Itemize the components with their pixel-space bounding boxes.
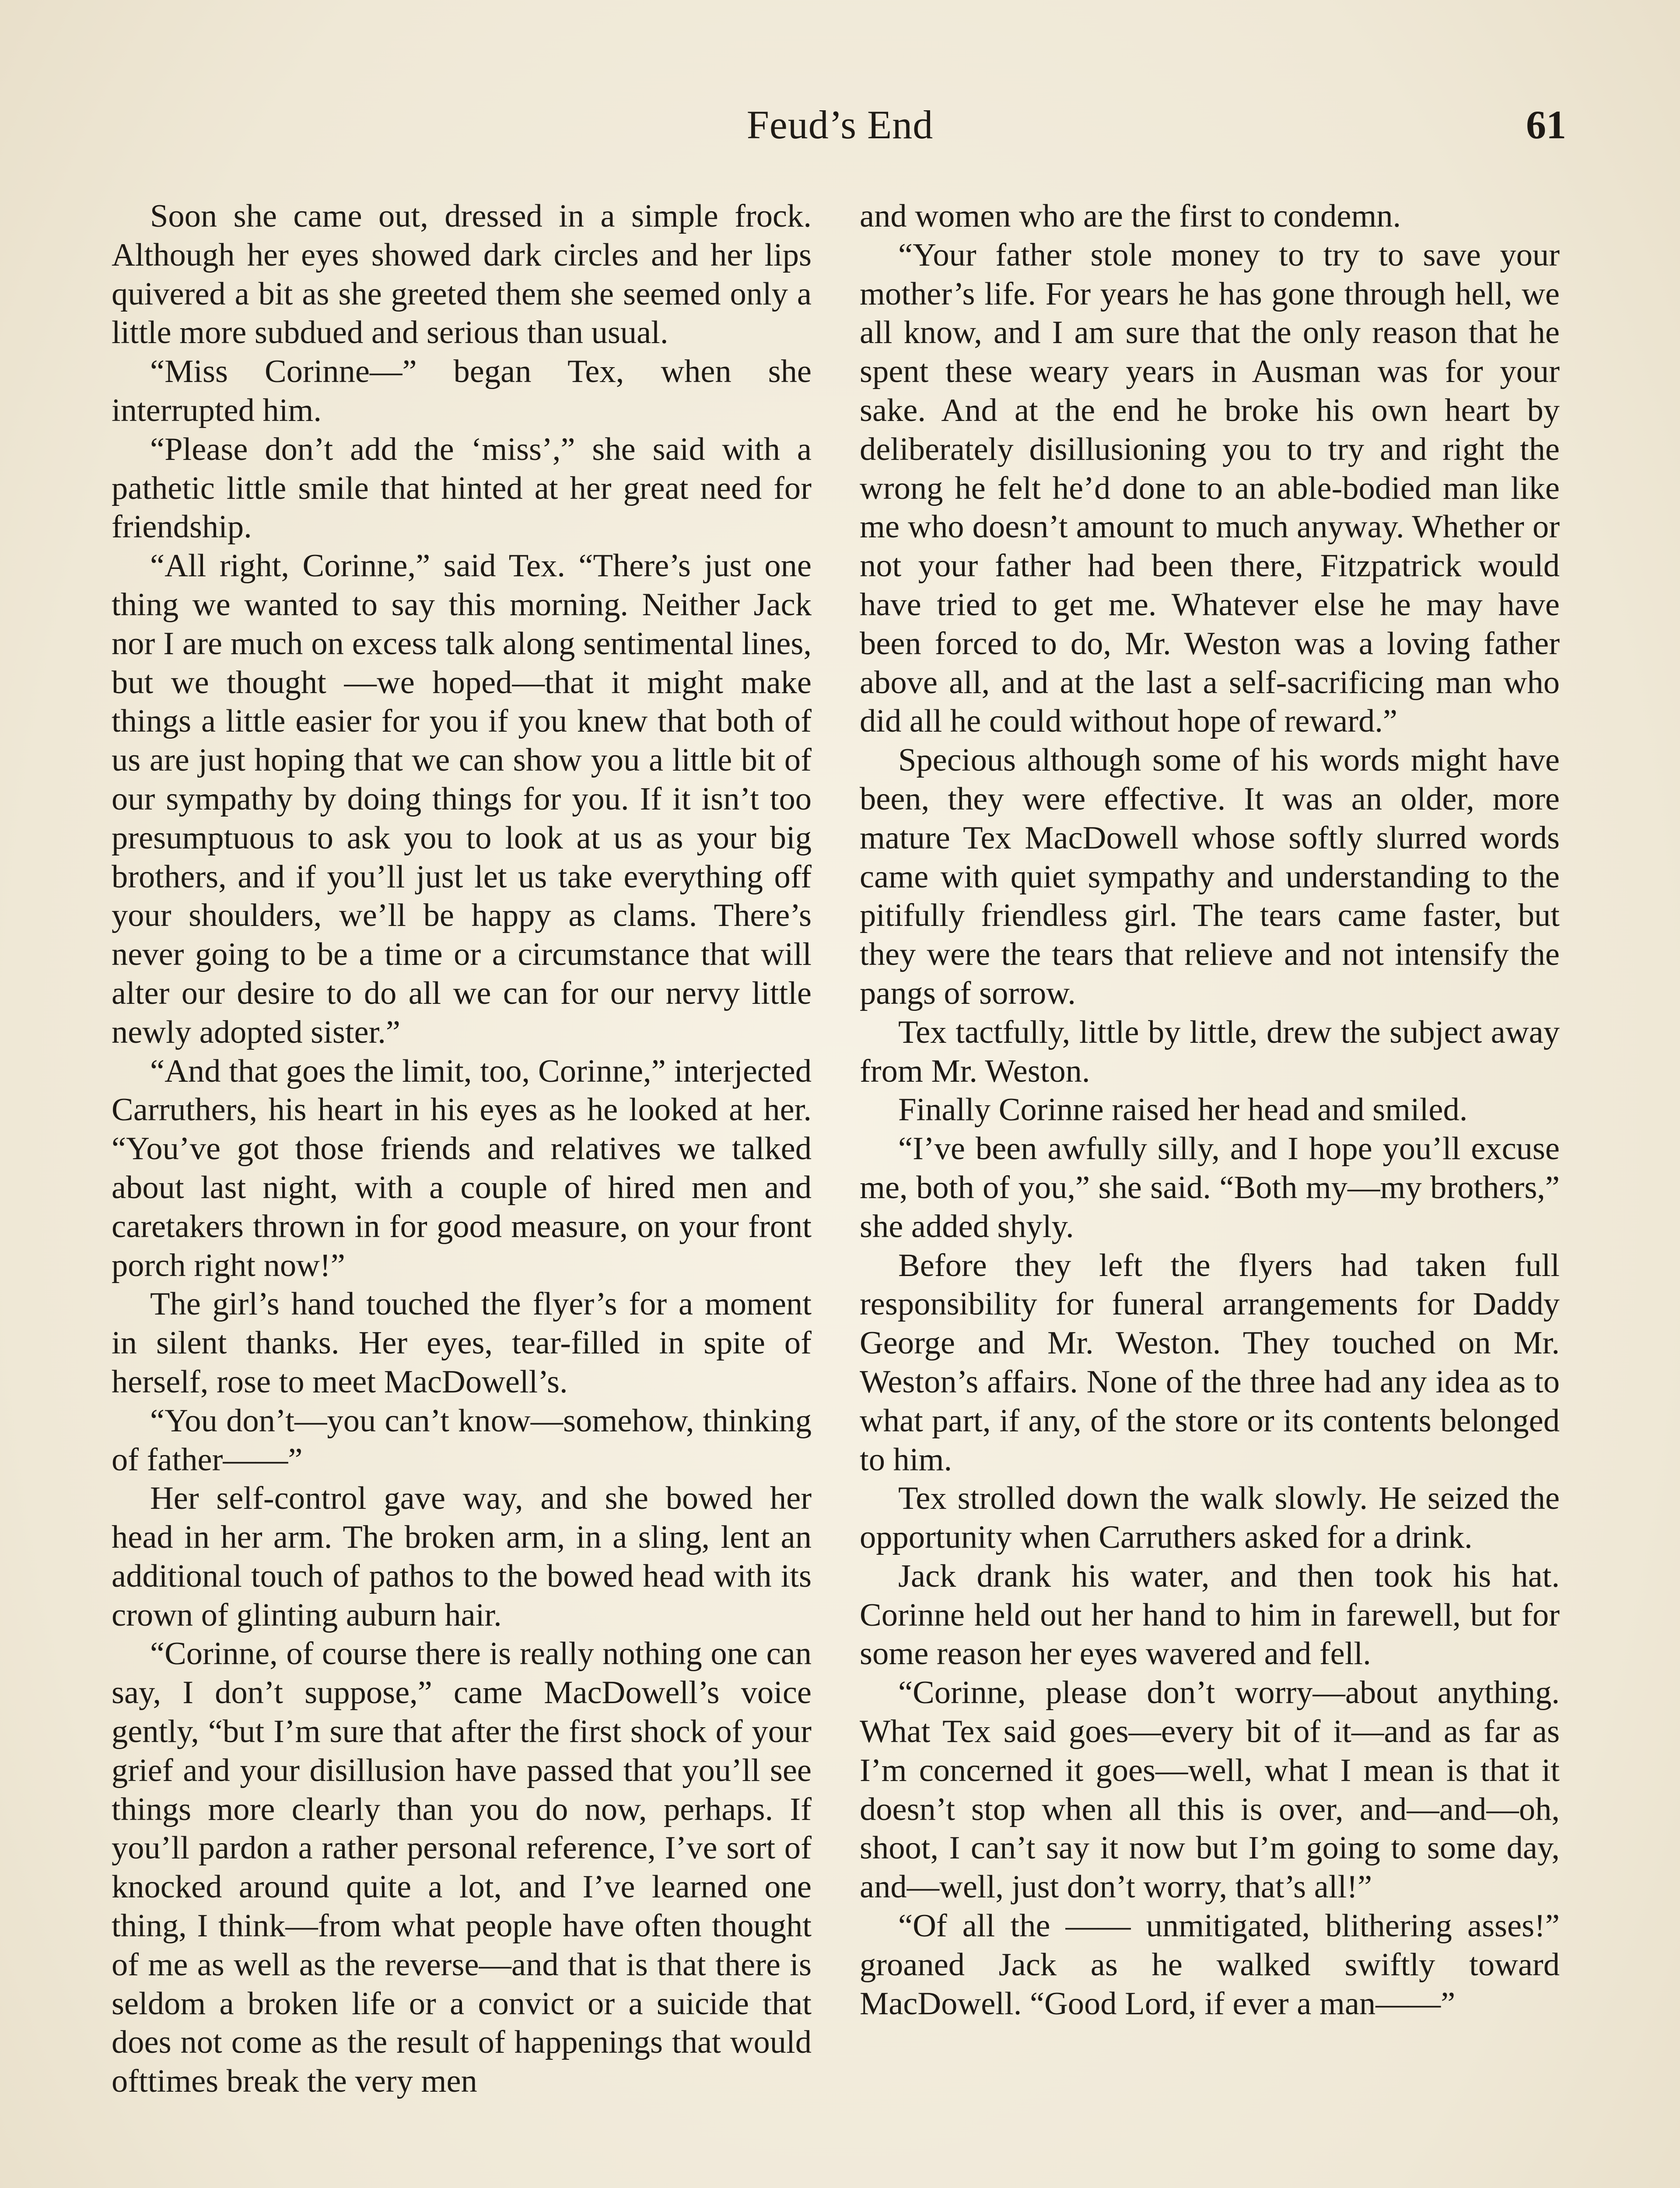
paragraph: Jack drank his water, and then took his hat. Corinne held out her hand to him in farewell, but for some reason her eyes wavered and fell.: [860, 1558, 1560, 1672]
running-title: Feud’s End: [746, 102, 934, 147]
paragraph: Before they left the flyers had taken full responsibility for funeral arrangements for Daddy George and Mr. Weston. They touched on Mr. Weston’s affairs. None of the three had any idea as to what part, if any, of the store or its contents belonged to him.: [860, 1247, 1560, 1478]
paragraph: “Corinne, please don’t worry—about anything. What Tex said goes—every bit of it—and as far as I’m concerned it goes—well, what I mean is that it doesn’t stop when all this is over, and—and—oh, shoot, I can’t say it now but I’m going to some day, and—well, just don’t worry, that’s all!”: [860, 1675, 1560, 1905]
right-column: [860, 197, 1560, 2023]
paragraph: Specious although some of his words might have been, they were effective. It was an older, more mature Tex MacDowell whose softly slurred words came with quiet sympathy and understanding to the pitifully friendless girl. The tears came faster, but they were the tears that relieve and not intensify the pangs of sorrow.: [860, 742, 1560, 1011]
running-head: [0, 98, 1680, 151]
paragraph: “Of all the —— unmitigated, blithering asses!” groaned Jack as he walked swiftly toward MacDowell. “Good Lord, if ever a man——”: [860, 1908, 1560, 2022]
paragraph: “Your father stole money to try to save your mother’s life. For years he has gone through hell, we all know, and I am sure that the only reason that he spent these weary years in Ausman was for your sake. And at the end he broke his own heart by deliberately disillusioning you to try and right the wrong he felt he’d done to an able-bodied man like me who doesn’t amount to much anyway. Whether or not your father had been there, Fitzpatrick would have tried to get me. Whatever else he may have been forced to do, Mr. Weston was a loving father above all, and at the last a self-sacrificing man who did all he could without hope of reward.”: [860, 237, 1560, 740]
paragraph: “And that goes the limit, too, Corinne,” interjected Carruthers, his heart in his eyes as he looked at her. “You’ve got those friends and relatives we talked about last night, with a couple of hired men and caretakers thrown in for good measure, on your front porch right now!”: [112, 1053, 812, 1283]
paragraph: “Corinne, of course there is really nothing one can say, I don’t suppose,” came MacDowell’s voice gently, “but I’m sure that after the first shock of your grief and your disillusion have passed that you’ll see things more clearly than you do now, perhaps. If you’ll pardon a rather personal reference, I’ve sort of knocked around quite a lot, and I’ve learned one thing, I think—from what people have often thought of me as well as the reverse—and that is that there is seldom a broken life or a convict or a suicide that does not come as the result of happenings that would ofttimes break the very men: [112, 1636, 812, 2100]
paragraph: Tex tactfully, little by little, drew the subject away from Mr. Weston.: [860, 1014, 1560, 1089]
paragraph: “Miss Corinne—” began Tex, when she interrupted him.: [112, 354, 812, 428]
paragraph: “All right, Corinne,” said Tex. “There’s just one thing we wanted to say this morning. Neither Jack nor I are much on excess talk along sentimental lines, but we thought —we hoped—that it might make things a little easier for you if you knew that both of us are just hoping that we can show you a little bit of our sympathy by doing things for you. If it isn’t too presumptuous to ask you to look at us as your big brothers, and if you’ll just let us take everything off your shoulders, we’ll be happy as clams. There’s never going to be a time or a circumstance that will alter our desire to do all we can for our nervy little newly adopted sister.”: [112, 548, 812, 1050]
paragraph: Her self-control gave way, and she bowed her head in her arm. The broken arm, in a sling, lent an additional touch of pathos to the bowed head with its crown of glinting auburn hair.: [112, 1480, 812, 1633]
paragraph: Soon she came out, dressed in a simple frock. Although her eyes showed dark circles and her lips quivered a bit as she greeted them she seemed only a little more subdued and serious than usual.: [112, 198, 812, 351]
paragraph: “Please don’t add the ‘miss’,” she said with a pathetic little smile that hinted at her great need for friendship.: [112, 431, 812, 545]
paragraph: Tex strolled down the walk slowly. He seized the opportunity when Carruthers asked for a drink.: [860, 1480, 1560, 1556]
paragraph: “You don’t—you can’t know—somehow, thinking of father——”: [112, 1403, 812, 1478]
paragraph: Finally Corinne raised her head and smiled.: [898, 1092, 1468, 1128]
left-column: [112, 197, 812, 2101]
page-number: 61: [1526, 102, 1566, 147]
paragraph-continued: and women who are the first to condemn.: [860, 198, 1401, 234]
paragraph: The girl’s hand touched the flyer’s for a moment in silent thanks. Her eyes, tear-filled in spite of herself, rose to meet MacDowell’s.: [112, 1286, 812, 1400]
paragraph: “I’ve been awfully silly, and I hope you’ll excuse me, both of you,” she said. “Both my—my brothers,” she added shyly.: [860, 1131, 1560, 1245]
